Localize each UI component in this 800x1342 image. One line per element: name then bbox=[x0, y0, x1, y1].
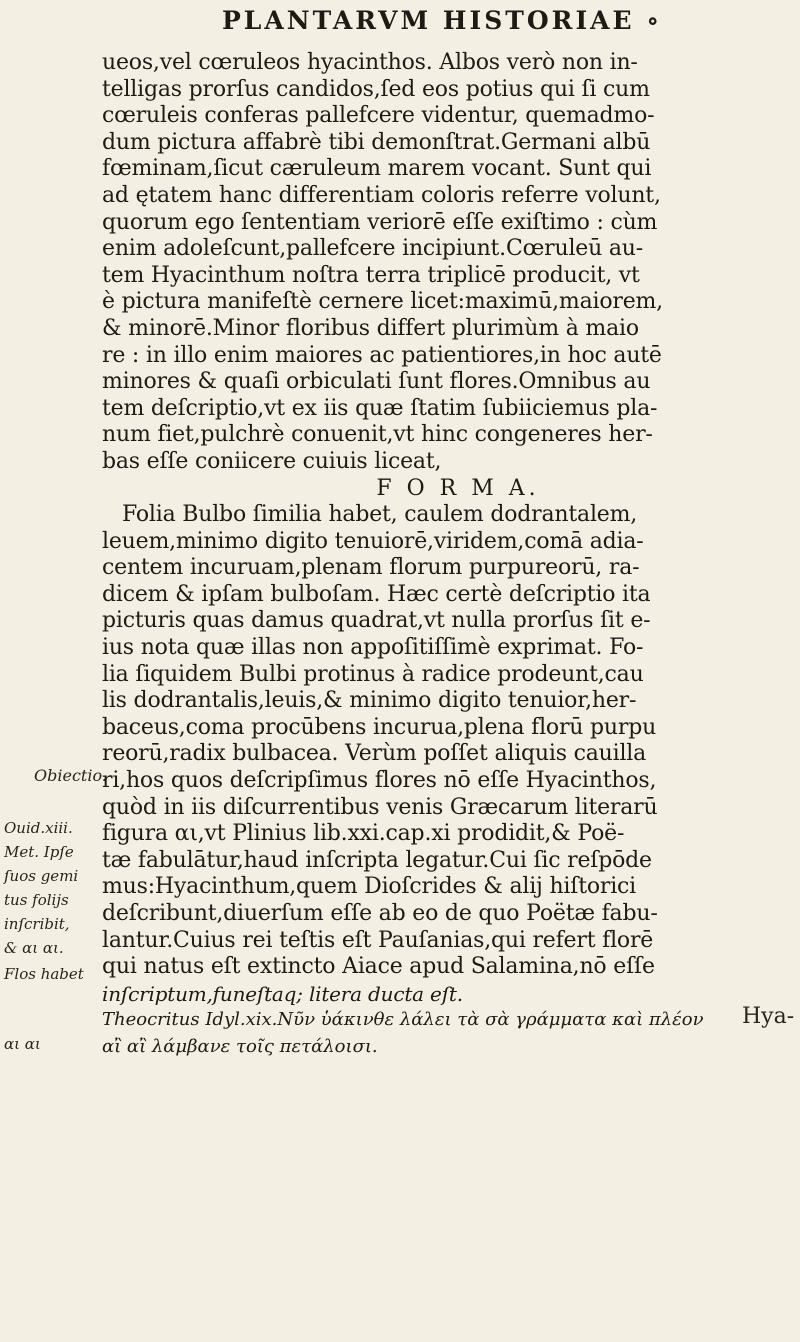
body-line: picturis quas damus quadrat,vt nulla prorſus ſit e- bbox=[102, 608, 651, 634]
body-line: è pictura manifeſtè cernere licet:maximū,maiorem, bbox=[102, 289, 663, 315]
body-line: deſcribunt,diuerſum eſſe ab eo de quo Poëtæ fabu- bbox=[102, 901, 658, 926]
body-line: centem incuruam,plenam florum purpureorū, ra- bbox=[102, 555, 640, 581]
body-line: re : in illo enim maiores ac patientiores,in hoc autē bbox=[102, 342, 662, 368]
body-line: dum pictura affabrè tibi demonſtrat.Germani albū bbox=[102, 129, 651, 155]
margin-note: αι αι bbox=[4, 1035, 41, 1053]
body-line: fœminam,ſicut cæruleum marem vocant. Sunt qui bbox=[102, 156, 652, 182]
body-line: enim adoleſcunt,pallefcere incipiunt.Cœruleū au- bbox=[102, 236, 643, 262]
body-line: tæ fabulātur,haud inſcripta legatur.Cui ſic reſpōde bbox=[102, 847, 652, 873]
body-line: lantur.Cuius rei teſtis eſt Pauſanias,qui refert florē bbox=[102, 927, 654, 953]
body-line: ri,hos quos deſcripſimus flores nō eſſe Hyacinthos, bbox=[102, 768, 657, 794]
greek-quote-line: αἲ αἲ λάμβανε τοῖς πετάλοισι. bbox=[102, 1035, 378, 1057]
greek-quote-line: Theocritus Idyl.xix.Νῦν ὑάκινθε λάλει τὰ σὰ γράμματα καὶ πλέον bbox=[102, 1009, 704, 1031]
body-text bbox=[102, 50, 774, 1061]
margin-note: & αι αι. bbox=[4, 939, 64, 957]
body-line: reorū,radix bulbacea. Verùm poſſet aliquis cauilla bbox=[102, 741, 647, 767]
body-line: Folia Bulbo ſimilia habet, caulem dodrantalem, bbox=[122, 502, 638, 528]
body-line: lis dodrantalis,leuis,& minimo digito tenuior,her- bbox=[102, 688, 637, 714]
catchword: Hya- bbox=[742, 1004, 795, 1029]
margin-note: ſuos gemi bbox=[4, 867, 79, 885]
margin-note: Ouid.xiii. bbox=[4, 819, 73, 837]
body-line: lia ſiquidem Bulbi protinus à radice prodeunt,cau bbox=[102, 661, 644, 687]
body-line: num fiet,pulchrè conuenit,vt hinc congeneres her- bbox=[102, 422, 653, 448]
body-line: ueos,vel cœruleos hyacinthos. Albos verò non in- bbox=[102, 50, 638, 75]
body-line: inſcriptum,funeſtaq; litera ducta eſt. bbox=[102, 981, 463, 1006]
body-line: baceus,coma procūbens incurua,plena florū purpu bbox=[102, 714, 657, 740]
body-line: quòd in iis diſcurrentibus venis Græcarum literarū bbox=[102, 794, 658, 820]
body-line: dicem & ipſam bulboſam. Hæc certè deſcriptio ita bbox=[102, 581, 651, 607]
body-line: telligas prorſus candidos,ſed eos potius qui ſi cum bbox=[102, 76, 650, 102]
body-line: minores & quaſi orbiculati ſunt flores.Omnibus au bbox=[102, 369, 651, 395]
margin-note: tus folijs bbox=[4, 891, 69, 909]
body-line: & minorē.Minor floribus differt plurimùm à maio bbox=[102, 315, 639, 341]
body-line: ad ętatem hanc differentiam coloris referre volunt, bbox=[102, 182, 661, 208]
margin-note: Met. Ipſe bbox=[4, 843, 74, 861]
body-line: bas eſſe coniicere cuiuis liceat, bbox=[102, 448, 442, 474]
body-line: tem deſcriptio,vt ex iis quæ ſtatim ſubiiciemus pla- bbox=[102, 395, 658, 421]
body-line: quorum ego ſententiam veriorē eſſe exiſtimo : cùm bbox=[102, 209, 658, 235]
margin-note: inſcribit, bbox=[4, 915, 70, 933]
margin-note-objection: Obiectio. bbox=[34, 766, 107, 785]
body-line: qui natus eſt extincto Aiace apud Salamina,nō eſſe bbox=[102, 954, 655, 980]
body-line: figura αι,vt Plinius lib.xxi.cap.xi prodidit,& Poë- bbox=[102, 821, 625, 847]
running-head: PLANTARVM HISTORIAE ∘ bbox=[222, 6, 663, 35]
margin-note: Flos habet bbox=[4, 965, 84, 983]
body-line: mus:Hyacinthum,quem Dioſcrides & alij hiſtorici bbox=[102, 874, 636, 900]
section-heading: F O R M A. bbox=[376, 475, 540, 501]
body-line: cœruleis conferas pallefcere videntur, quemadmo- bbox=[102, 103, 655, 129]
body-line: tem Hyacinthum noſtra terra triplicē producit, vt bbox=[102, 262, 640, 288]
body-line: leuem,minimo digito tenuiorē,viridem,comā adia- bbox=[102, 528, 644, 554]
body-line: ius nota quæ illas non appoſitiſſimè exprimat. Fo- bbox=[102, 635, 644, 661]
